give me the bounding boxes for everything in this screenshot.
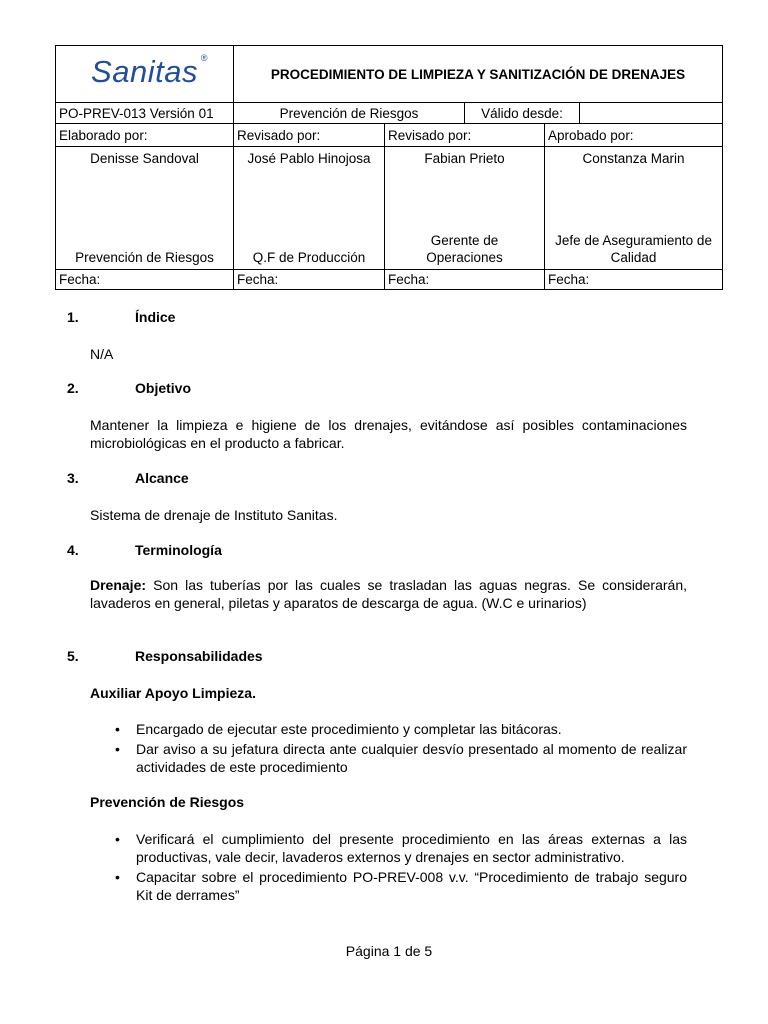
signature-cell (234, 147, 385, 270)
signer-name: Constanza Marin (582, 151, 685, 166)
section-body: Sistema de drenaje de Instituto Sanitas. (90, 507, 338, 523)
valid-from-value (580, 103, 723, 124)
sanitas-logo: Sanitas ® (91, 52, 208, 89)
subheading: Prevención de Riesgos (90, 794, 245, 810)
signer-position: Q.F de Producción (252, 250, 366, 265)
section-body: Mantener la limpieza e higiene de los drenajes, evitándose así posibles contaminaciones microbiológicas en el producto a fabricar. (90, 417, 687, 451)
role-label: Revisado por: (385, 124, 545, 147)
document-code: PO-PREV-013 Versión 01 (56, 103, 234, 124)
date-label: Fecha: (385, 270, 545, 290)
section-heading: 4. Terminología (67, 542, 222, 558)
document-header-table (55, 45, 723, 290)
document-title: PROCEDIMIENTO DE LIMPIEZA Y SANITIZACIÓN DE DRENAJES (234, 46, 723, 103)
signature-cell (56, 147, 234, 270)
valid-from-label: Válido desde: (465, 103, 580, 124)
section-heading: 5. Responsabilidades (67, 648, 263, 664)
bullet-list (90, 830, 687, 906)
signer-name: Denisse Sandoval (90, 151, 199, 166)
signer-position: Prevención de Riesgos (75, 250, 214, 265)
list-item: • Dar aviso a su jefatura directa ante cualquier desvío presentado al momento de realizar actividades de este procedimiento (136, 740, 687, 776)
signature-cell (385, 147, 545, 270)
signer-position: Gerente de Operaciones (426, 233, 503, 265)
section-body: Drenaje: Son las tuberías por las cuales se trasladan las aguas negras. Se considerarán, lavaderos en general, piletas y aparatos de descarga de agua. (W.C e urinarios) (90, 577, 687, 611)
role-label: Elaborado por: (56, 124, 234, 147)
term: Drenaje: (90, 577, 147, 593)
signature-cell (545, 147, 723, 270)
section-heading: 1. Índice (67, 309, 176, 325)
signer-name: José Pablo Hinojosa (247, 151, 371, 166)
section-heading: 2. Objetivo (67, 380, 192, 396)
list-item: • Verificará el cumplimiento del presente procedimiento en las áreas externas a las productivas, vale decir, lavaderos externos y drenajes en sector administrativo. (136, 830, 687, 866)
page-number: Página 1 de 5 (345, 943, 433, 959)
date-label: Fecha: (545, 270, 723, 290)
section-body: N/A (90, 346, 114, 362)
section-heading: 3. Alcance (67, 470, 189, 486)
date-label: Fecha: (234, 270, 385, 290)
list-item: • Encargado de ejecutar este procedimiento y completar las bitácoras. (136, 720, 687, 738)
role-label: Revisado por: (234, 124, 385, 147)
document-area: Prevención de Riesgos (234, 103, 465, 124)
bullet-list (90, 720, 687, 778)
logo-cell (56, 46, 234, 103)
date-label: Fecha: (56, 270, 234, 290)
subheading: Auxiliar Apoyo Limpieza. (90, 685, 256, 701)
signer-name: Fabian Prieto (424, 151, 505, 166)
signer-position: Jefe de Aseguramiento de Calidad (555, 233, 712, 265)
role-label: Aprobado por: (545, 124, 723, 147)
list-item: • Capacitar sobre el procedimiento PO-PREV-008 v.v. “Procedimiento de trabajo seguro Kit de derrames” (136, 868, 687, 904)
